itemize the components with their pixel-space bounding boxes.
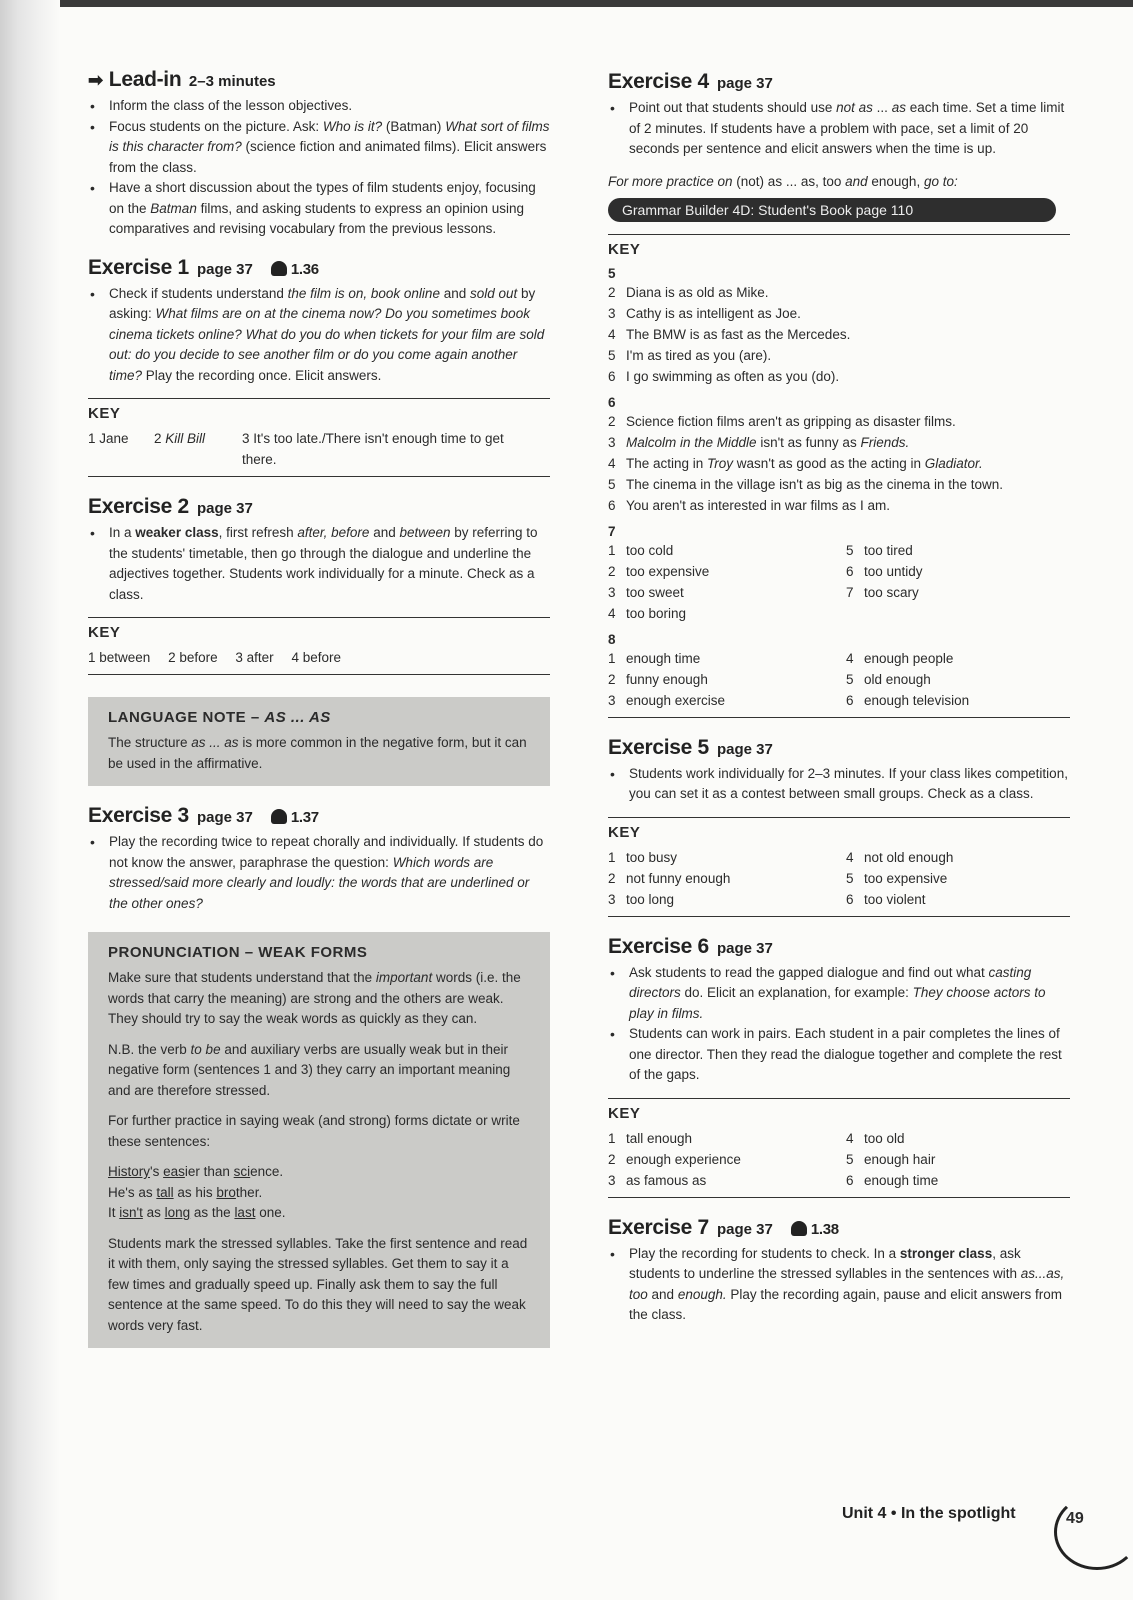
key-row: 4 too boring [608,605,687,621]
language-note-heading: LANGUAGE NOTE – AS ... AS [108,709,331,726]
key-heading: KEY [88,624,121,641]
page-number: 49 [1066,1510,1084,1527]
key-answer: 3 It's too late./There isn't enough time to get there. [242,431,504,467]
pronunciation-text: Make sure that students understand that the important words (i.e. the words that carry the meaning) are strong and the others are weak. They should try to say the weak words as quickly as they can. [108,970,521,1026]
leadin-list [88,96,550,240]
key-heading: KEY [608,1104,641,1122]
key-row: 6 You aren't as interested in war films as I am. [608,497,890,513]
exercise-6-heading: Exercise 6 page 37 [608,934,773,958]
key-answer: 2 before [168,650,218,665]
key-row [88,428,550,470]
exercise-1-key [88,398,550,477]
key-heading: KEY [88,405,121,422]
key-row: 3 enough exercise [608,692,726,708]
key-row: 2 Diana is as old as Mike. [608,284,769,300]
key-grid [608,648,1070,711]
key-grid [608,1128,1070,1191]
list-item: • Inform the class of the lesson objectives. [88,96,550,117]
key-row: 1 enough time [608,650,701,666]
grammar-builder-link[interactable]: Grammar Builder 4D: Student's Book page 110 [608,198,1056,222]
pronunciation-text: For further practice in saying weak (and strong) forms dictate or write these sentences: [108,1113,520,1149]
left-column [88,68,550,1366]
exercise-1-section [88,256,550,478]
key-row [88,647,550,668]
key-answer: 1 Jane [88,431,129,446]
key-row: 5 too expensive [846,870,948,886]
key-row: 4 not old enough [846,849,954,865]
leadin-heading: ➡ Lead-in 2–3 minutes [88,68,276,91]
key-subheading: 8 [608,631,616,647]
list-item: • Have a short discussion about the types of film students enjoy, focusing on the Batman films, and asking students to express an opinion using comparatives and revising vocabulary from the previous lessons. [88,178,550,240]
exercise-5-list [608,764,1070,805]
list-item: • Ask students to read the gapped dialogue and find out what casting directors do. Elicit an explanation, for example: They choose actors to play in films. [608,963,1070,1025]
example-sentences: History's easier than science. He's as tall as his brother. It isn't as long as the last one. [108,1164,286,1220]
key-row: 6 enough television [846,692,970,708]
key-row: 3 Malcolm in the Middle isn't as funny as Friends. [608,434,910,450]
key-row: 6 enough time [846,1172,939,1188]
key-subheading: 7 [608,523,616,539]
key-row: 1 too cold [608,542,674,558]
key-row: 4 The acting in Troy wasn't as good as the acting in Gladiator. [608,455,983,471]
key-row: 5 enough hair [846,1151,936,1167]
list-item: • Play the recording for students to check. In a stronger class, ask students to underline the stressed syllables in the sentences with as...as, too and enough. Play the recording again, pause and elicit answers from the class. [608,1244,1070,1326]
exercise-6-list [608,963,1070,1086]
pronunciation-heading: PRONUNCIATION – WEAK FORMS [108,944,368,961]
exercise-4-heading: Exercise 4 page 37 [608,70,773,93]
page-number-badge [1054,1494,1124,1554]
exercise-4-key [608,234,1070,718]
key-answer: 1 between [88,650,151,665]
list-item: • Students can work in pairs. Each student in a pair completes the lines of one director. Then they read the dialogue together and complete the rest of the gaps. [608,1024,1070,1086]
leadin-section [88,68,550,240]
exercise-3-list [88,832,550,914]
exercise-5-section [608,736,1070,917]
exercise-2-key [88,617,550,675]
exercise-5-key [608,817,1070,917]
key-heading: KEY [608,240,641,258]
key-row: 2 not funny enough [608,870,731,886]
language-note-text: The structure as ... as is more common in the negative form, but it can be used in the affirmative. [108,735,527,771]
footer-unit-title: Unit 4 • In the spotlight [842,1505,1016,1522]
key-answer: 4 before [291,650,341,665]
key-row: 6 I go swimming as often as you (do). [608,368,840,384]
page-arc [1054,1494,1133,1570]
key-row: 3 too long [608,891,675,907]
audio-track: 1.37 [271,809,319,826]
list-item: • Check if students understand the film is on, book online and sold out by asking: What films are on at the cinema now? Do you sometimes book cinema tickets online? What do you do when tickets for your film are sold out: do you decide to see another film or do you come again another time? Play the recording once. Elicit answers. [88,284,550,387]
key-heading: KEY [608,823,641,841]
key-answer: 2 Kill Bill [154,431,206,446]
key-row: 6 too violent [846,891,926,907]
list-item: • Point out that students should use not as ... as each time. Set a time limit of 2 minutes. If students have a problem with pace, set a limit of 20 seconds per sentence and elicit answers when the time is up. [608,98,1070,160]
exercise-3-heading: Exercise 3 page 37 1.37 [88,804,319,827]
headphones-icon [791,1221,807,1236]
exercise-6-section [608,935,1070,1198]
key-grid [608,847,1070,910]
key-row: 2 enough experience [608,1151,741,1167]
exercise-7-heading: Exercise 7 page 37 1.38 [608,1215,839,1239]
key-row: 4 The BMW is as fast as the Mercedes. [608,326,851,342]
key-row: 5 too tired [846,542,913,558]
key-row: 1 tall enough [608,1130,693,1146]
key-grid [608,540,1070,624]
arrow-icon: ➡ [88,70,103,90]
exercise-4-section [608,70,1070,718]
list-item: • Play the recording twice to repeat chorally and individually. If students do not know the answer, paraphrase the question: Which words are stressed/said more clearly and loudly: the words that are underlined or the other ones? [88,832,550,914]
pronunciation-text: N.B. the verb to be and auxiliary verbs are usually weak but in their negative form (sentences 1 and 3) they carry an important meaning and are therefore stressed. [108,1041,511,1098]
key-row: 1 too busy [608,849,678,865]
key-row: 2 too expensive [608,563,710,579]
top-border [0,0,1133,7]
key-row: 4 enough people [846,650,954,666]
key-row: 5 I'm as tired as you (are). [608,347,772,363]
key-row: 6 too untidy [846,563,923,579]
practice-reference: For more practice on (not) as ... as, too and enough, go to: [608,173,958,189]
pronunciation-text: Students mark the stressed syllables. Take the first sentence and read it with them, only saying the stressed syllables. Get them to say it a few times and gradually speed up. Finally ask them to say the full sentence at the same speed. To do this they will need to say the weak words very fast. [108,1235,528,1333]
key-row: 5 The cinema in the village isn't as big as the cinema in the town. [608,476,1004,492]
list-item: • Students work individually for 2–3 minutes. If your class likes competition, you can set it as a contest between small groups. Check as a class. [608,764,1070,805]
exercise-7-list [608,1244,1070,1326]
audio-track: 1.38 [791,1221,839,1238]
exercise-1-heading: Exercise 1 page 37 1.36 [88,255,319,279]
book-gutter [0,0,60,1600]
list-item: • In a weaker class, first refresh after, before and between by referring to the students' timetable, then go through the dialogue and underline the adjectives together. Students work individually for a minute. Check as a class. [88,523,550,605]
audio-track: 1.36 [271,261,319,278]
pronunciation-box [88,932,550,1348]
key-subheading: 6 [608,394,616,410]
key-row: 4 too old [846,1130,905,1146]
language-note-box [88,697,550,786]
right-column [608,70,1070,1340]
key-row: 3 as famous as [608,1172,707,1188]
headphones-icon [271,261,287,276]
key-row: 3 Cathy is as intelligent as Joe. [608,305,801,321]
exercise-5-heading: Exercise 5 page 37 [608,735,773,759]
key-answer: 3 after [235,650,274,665]
exercise-2-section [88,495,550,675]
headphones-icon [271,809,287,824]
exercise-2-heading: Exercise 2 page 37 [88,495,253,518]
key-row: 5 old enough [846,671,931,687]
list-item: • Focus students on the picture. Ask: Who is it? (Batman) What sort of films is this character from? (science fiction and animated films). Elicit answers from the class. [88,117,550,179]
exercise-4-list [608,98,1070,160]
exercise-3-section [88,804,550,914]
key-row: 3 too sweet [608,584,684,600]
key-row: 2 Science fiction films aren't as gripping as disaster films. [608,413,956,429]
exercise-7-section [608,1216,1070,1326]
key-subheading: 5 [608,265,616,281]
exercise-6-key [608,1098,1070,1198]
key-row: 2 funny enough [608,671,708,687]
exercise-1-list [88,284,550,387]
exercise-2-list [88,523,550,605]
key-row: 7 too scary [846,584,919,600]
